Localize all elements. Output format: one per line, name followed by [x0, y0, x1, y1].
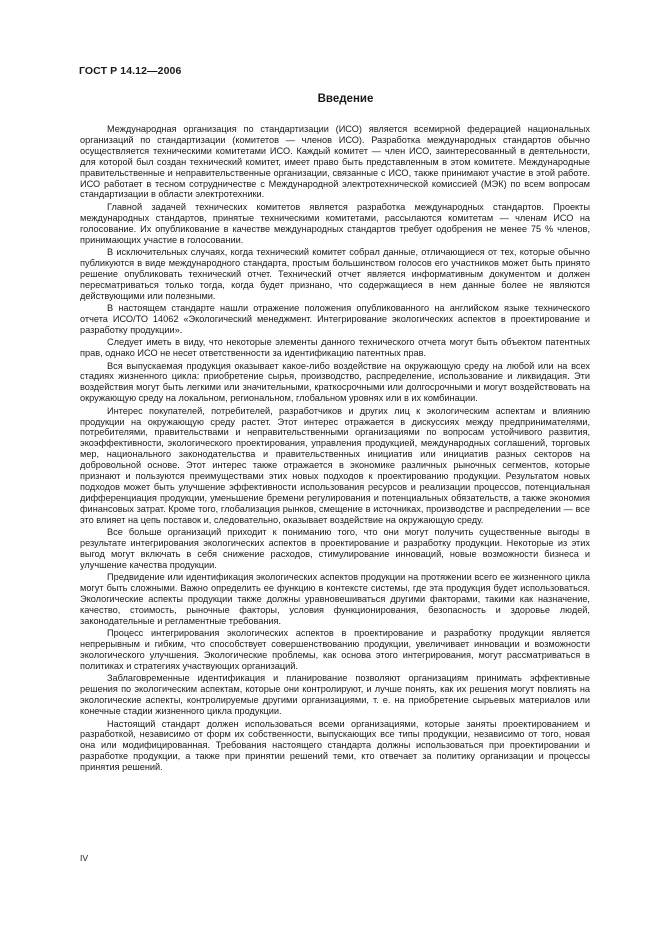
paragraph: В настоящем стандарте нашли отражение положения опубликованного на английском языке технического отчета ИСО/ТО 14062 «Экологический менеджмент. Интегрирование экологических аспектов в проектирование и разработку продукции».: [80, 303, 590, 335]
paragraph: Следует иметь в виду, что некоторые элементы данного технического отчета могут быть объектом патентных прав, однако ИСО не несет ответственности за идентификацию патентных прав.: [80, 337, 590, 359]
paragraph: Интерес покупателей, потребителей, разработчиков и других лиц к экологическим аспектам и влиянию продукции на окружающую среду растет. Этот интерес отражается в дискуссиях между предпринимателями, потребителями, правительствами и неправительственными организациями по вопросам устойчивого развития, экоэффективности, экологического проектирования, управления продукцией, международных соглашений, торговых мер, национального законодательства и правительственных инициатив или инициатив разных секторов на добровольной основе. Этот интерес также отражается в экономике различных рыночных сегментов, которые признают и пользуются преимуществами этих новых подходов к проектированию продукции. Результатом новых подходов может быть улучшение эффективности использования ресурсов и реализации процессов, потенциальная дифференциация продукции, уменьшение бремени регулирования и потенциальных обязательств, а также экономия финансовых затрат. Кроме того, глобализация рынков, смещение в источниках, производстве и распределении — все это влияет на цепь поставок и, следовательно, оказывает воздействие на окружающую среду.: [80, 405, 590, 525]
standard-designation: ГОСТ Р 14.12—2006: [79, 65, 182, 77]
paragraph: Все больше организаций приходит к пониманию того, что они могут получить существенные выгоды в результате интегрирования экологических аспектов в проектирование и разработку продукции. Некоторые из этих выгод могут включать в себя снижение расходов, стимулирование инноваций, новые возможности бизнеса и улучшение качества продукции.: [80, 527, 590, 570]
paragraph: Вся выпускаемая продукция оказывает какое-либо воздействие на окружающую среду на любой или на всех стадиях жизненного цикла: приобретение сырья, производство, распределение, использование и ликвидация. Эти воздействия могут быть легкими или значительными, краткосрочными или долгосрочными и могут воздействовать на окружающую среду на локальном, региональном, глобальном уровнях или в их комбинации.: [80, 360, 590, 404]
introduction-body: [80, 124, 590, 775]
paragraph: Предвидение или идентификация экологических аспектов продукции на протяжении всего ее жизненного цикла могут быть сложными. Важно определить ее функцию в контексте системы, где эта продукция будет использоваться. Экологические аспекты продукции также должны уравновешиваться другими факторами, такими как назначение, качество, стоимость, рыночные факторы, условия функционирования, безопасность и здоровье людей, законодательные и регламентные требования.: [80, 572, 590, 626]
paragraph: Процесс интегрирования экологических аспектов в проектирование и разработку продукции является непрерывным и гибким, что способствует совершенствованию продукции, увеличивает инновации и возможности экологического улучшения. Экологические проблемы, как основа этого интегрирования, могут рассматриваться в политиках и стратегиях участвующих организаций.: [80, 628, 590, 671]
paragraph: Настоящий стандарт должен использоваться всеми организациями, которые заняты проектированием и разработкой, независимо от форм их собственности, выпускающих все типы продукции, независимо от того, новая она или модифицированная. Требования настоящего стандарта должны использоваться при проектировании и разработке продукции, а также при принятии решений теми, кто отвечает за политику организации и процессы принятия решений.: [80, 718, 590, 773]
section-title: Введение: [317, 93, 374, 105]
paragraph: В исключительных случаях, когда технический комитет собрал данные, отличающиеся от тех, которые обычно публикуются в виде международного стандарта, простым большинством голосов его участников может быть принято решение опубликовать технический отчет. Технический отчет является информативным документом и должен пересматриваться только тогда, когда будет признано, что содержащиеся в нем данные более не являются действующими или полезными.: [80, 246, 590, 301]
page-number: IV: [80, 853, 89, 863]
paragraph: Международная организация по стандартизации (ИСО) является всемирной федерацией национальных организаций по стандартизации (комитетов — членов ИСО). Разработка международных стандартов обычно осуществляется техническими комитетами ИСО. Каждый комитет — член ИСО, заинтересованный в деятельности, для которой был создан технический комитет, имеет право быть представленным в этом комитете. Международные правительственные и неправительственные организации, связанные с ИСО, также принимают участие в этой работе. ИСО работает в тесном сотрудничестве с Международной электротехнической комиссией (МЭК) по всем вопросам стандартизации в области электротехники.: [80, 124, 590, 200]
paragraph: Заблаговременные идентификация и планирование позволяют организациям принимать эффективные решения по экологическим аспектам, которые они контролируют, и лучше понять, как их решения могут повлиять на экологические аспекты, контролируемые другими организациями, т. е. на приобретение сырьевых материалов или конечные стадии жизненного цикла продукции.: [80, 673, 590, 717]
paragraph: Главной задачей технических комитетов является разработка международных стандартов. Проекты международных стандартов, принятые техническими комитетами, рассылаются комитетам — членам ИСО на голосование. Их опубликование в качестве международных стандартов требует одобрения не менее 75 % членов, принимающих участие в голосовании.: [80, 201, 590, 245]
